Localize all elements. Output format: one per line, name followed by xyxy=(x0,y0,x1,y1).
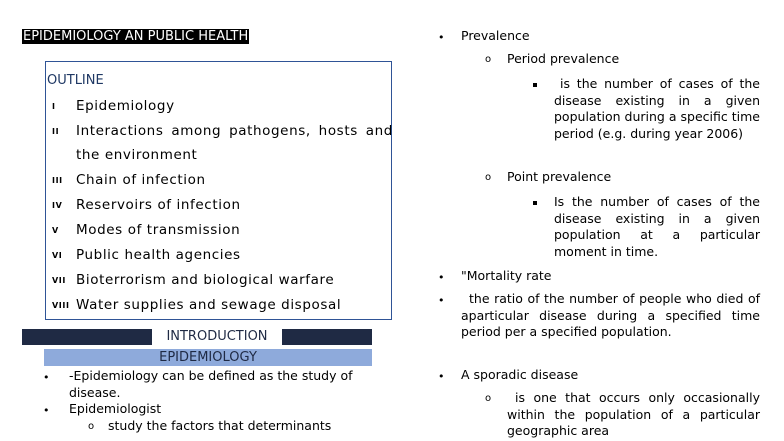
circle-bullet-icon: o xyxy=(485,172,492,183)
mortality-rate-definition: the ratio of the number of people who died of aparticular disease during a specified time period per a specified population. xyxy=(461,291,760,339)
bullet-icon: • xyxy=(438,271,445,284)
intro-sub-bullet-text: study the factors that determinants xyxy=(108,418,332,433)
bullet-icon: • xyxy=(43,404,50,417)
document-title: EPIDEMIOLOGY AN PUBLIC HEALTH xyxy=(23,29,249,44)
epidemiology-heading: EPIDEMIOLOGY xyxy=(44,349,372,366)
bullet-icon: • xyxy=(438,31,445,44)
intro-bullet-text: -Epidemiology can be defined as the study of disease. xyxy=(69,368,353,400)
point-prevalence-label: Point prevalence xyxy=(507,169,612,184)
bullet-icon: • xyxy=(43,371,50,384)
square-bullet-icon xyxy=(533,83,537,87)
period-prevalence-definition: is the number of cases of the disease existing in a given population during a specific time period (e.g. during year 2006) xyxy=(554,76,760,141)
sporadic-disease-definition: is one that occurs only occasionally within the population of a particular geographic area xyxy=(507,390,760,438)
bullet-icon: • xyxy=(438,294,445,307)
outline-item: II Interactions among pathogens, hosts and xyxy=(52,123,393,139)
prevalence-label: Prevalence xyxy=(461,28,530,43)
point-prevalence-definition: Is the number of cases of the disease existing in a given population at a particular moment in time. xyxy=(554,194,760,259)
outline-item: III Chain of infection xyxy=(52,172,206,188)
outline-item: IV Reservoirs of infection xyxy=(52,197,241,213)
sporadic-disease-label: A sporadic disease xyxy=(461,367,579,382)
circle-bullet-icon: o xyxy=(88,421,95,432)
outline-item: I Epidemiology xyxy=(52,98,175,114)
intro-bullet-text: Epidemiologist xyxy=(69,401,162,416)
outline-item: VI Public health agencies xyxy=(52,247,241,263)
circle-bullet-icon: o xyxy=(485,393,492,404)
period-prevalence-label: Period prevalence xyxy=(507,51,620,66)
outline-item: V Modes of transmission xyxy=(52,222,241,238)
outline-item: VIII Water supplies and sewage disposal xyxy=(52,297,342,313)
outline-item: VII Bioterrorism and biological warfare xyxy=(52,272,335,288)
outline-heading: OUTLINE xyxy=(47,73,104,88)
outline-item-continued: the environment xyxy=(76,147,198,163)
square-bullet-icon xyxy=(533,201,537,205)
bullet-icon: • xyxy=(438,370,445,383)
introduction-heading: INTRODUCTION xyxy=(152,329,282,345)
mortality-rate-label: "Mortality rate xyxy=(461,268,552,283)
circle-bullet-icon: o xyxy=(485,54,492,65)
